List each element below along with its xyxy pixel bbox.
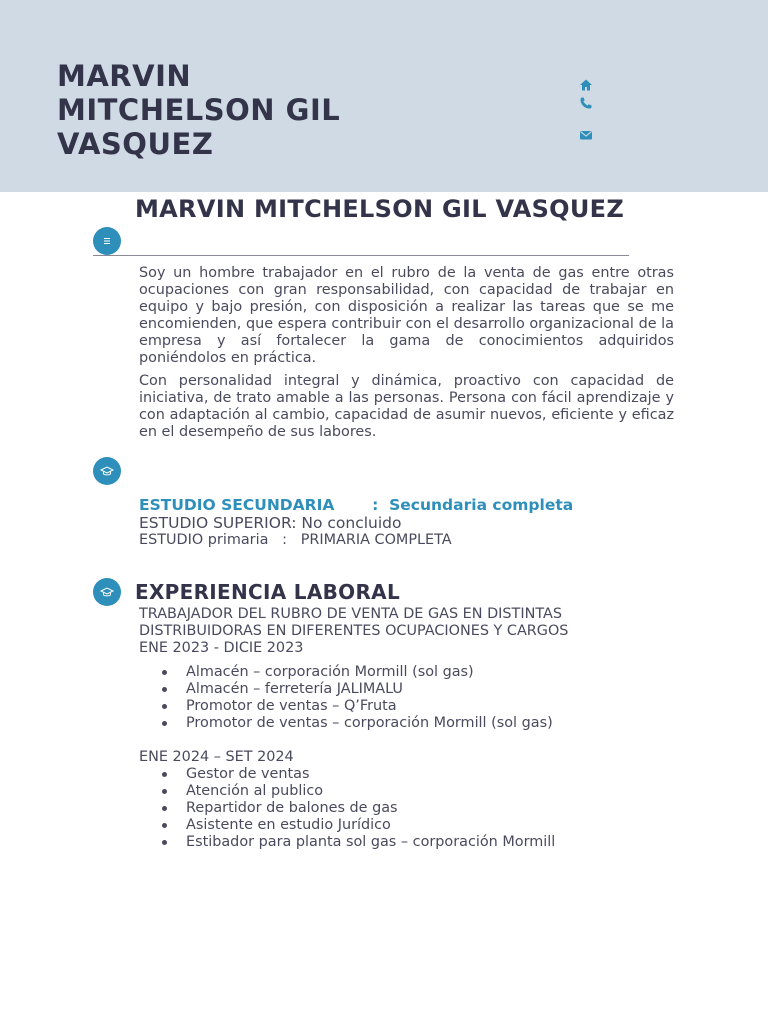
graduation-cap-icon bbox=[93, 578, 121, 606]
bullet-icon bbox=[162, 840, 167, 845]
section-divider bbox=[93, 255, 629, 256]
list-item bbox=[160, 766, 555, 783]
list-item-text: Asistente en estudio Jurídico bbox=[186, 817, 391, 833]
bullet-icon bbox=[162, 687, 167, 692]
list-item bbox=[160, 715, 553, 732]
list-item bbox=[160, 664, 553, 681]
bullet-icon bbox=[162, 721, 167, 726]
profile-name: MARVIN MITCHELSON GIL VASQUEZ bbox=[135, 195, 625, 223]
header-band bbox=[0, 0, 768, 192]
education-primaria: ESTUDIO primaria : PRIMARIA COMPLETA bbox=[139, 532, 452, 548]
experience-intro-line: TRABAJADOR DEL RUBRO DE VENTA DE GAS EN DISTINTAS bbox=[139, 606, 562, 622]
bullet-icon bbox=[162, 772, 167, 777]
list-item bbox=[160, 834, 555, 851]
experience-period-dates: ENE 2023 - DICIE 2023 bbox=[139, 640, 304, 656]
email-icon bbox=[579, 128, 593, 142]
experience-list-2024 bbox=[160, 766, 555, 851]
list-item-text: Promotor de ventas – Q’Fruta bbox=[186, 698, 397, 714]
list-item bbox=[160, 800, 555, 817]
menu-icon bbox=[93, 227, 121, 255]
experience-intro-line: DISTRIBUIDORAS EN DIFERENTES OCUPACIONES Y CARGOS bbox=[139, 623, 569, 639]
experience-period-dates: ENE 2024 – SET 2024 bbox=[139, 749, 294, 765]
list-item-text: Almacén – corporación Mormill (sol gas) bbox=[186, 664, 474, 680]
bullet-icon bbox=[162, 823, 167, 828]
profile-paragraph: Soy un hombre trabajador en el rubro de la venta de gas entre otras ocupaciones con gran responsabilidad, con capacidad de trabajar en equipo y bajo presión, con disposición a realizar las tareas que se me encomienden, que espera contribuir con el desarrollo organizacional de la empresa y así fortalecer la gama de conocimientos adquiridos poniéndolos en práctica. bbox=[139, 265, 674, 366]
list-item bbox=[160, 681, 553, 698]
profile-paragraph: Con personalidad integral y dinámica, proactivo con capacidad de iniciativa, de trato amable a las personas. Persona con fácil aprendizaje y con adaptación al cambio, capacidad de asumir nuevos, eficiente y eficaz en el desempeño de sus labores. bbox=[139, 373, 674, 440]
bullet-icon bbox=[162, 789, 167, 794]
education-secundaria: ESTUDIO SECUNDARIA : Secundaria completa bbox=[139, 496, 574, 514]
education-superior: ESTUDIO SUPERIOR: No concluido bbox=[139, 514, 402, 532]
graduation-cap-icon bbox=[93, 457, 121, 485]
list-item bbox=[160, 698, 553, 715]
home-icon bbox=[579, 78, 593, 92]
list-item-text: Almacén – ferretería JALIMALU bbox=[186, 681, 403, 697]
bullet-icon bbox=[162, 806, 167, 811]
list-item-text: Gestor de ventas bbox=[186, 766, 310, 782]
list-item-text: Atención al publico bbox=[186, 783, 324, 799]
bullet-icon bbox=[162, 704, 167, 709]
bullet-icon bbox=[162, 670, 167, 675]
header-name: MARVIN MITCHELSON GIL VASQUEZ bbox=[57, 59, 341, 161]
list-item bbox=[160, 817, 555, 834]
list-item-text: Estibador para planta sol gas – corporación Mormill bbox=[186, 834, 556, 850]
experience-list-2023 bbox=[160, 664, 553, 732]
phone-icon bbox=[579, 96, 593, 110]
list-item-text: Promotor de ventas – corporación Mormill (sol gas) bbox=[186, 715, 553, 731]
experience-title: EXPERIENCIA LABORAL bbox=[135, 580, 400, 604]
list-item-text: Repartidor de balones de gas bbox=[186, 800, 398, 816]
list-item bbox=[160, 783, 555, 800]
